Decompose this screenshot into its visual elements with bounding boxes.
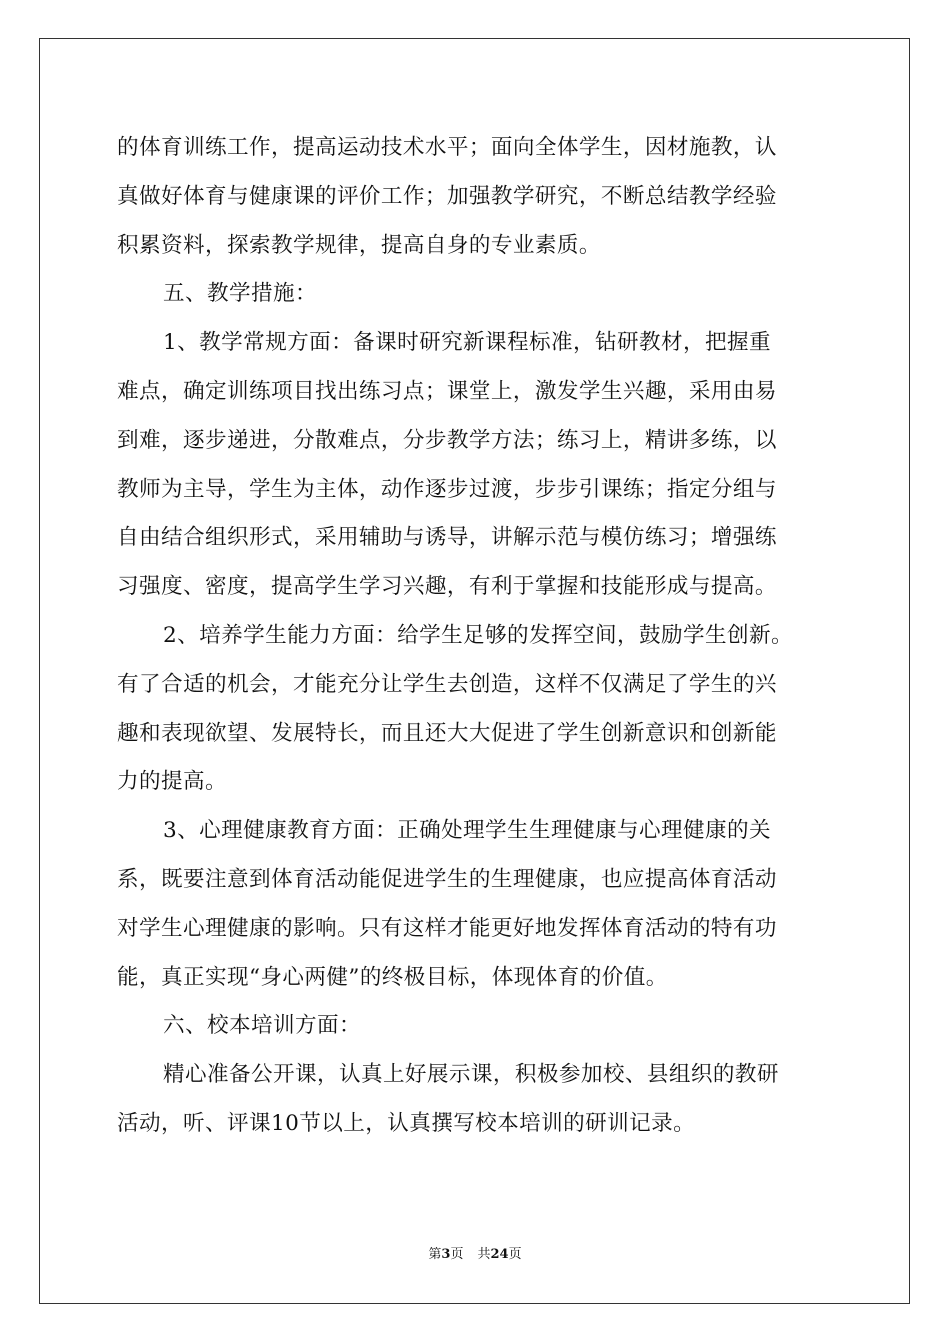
- text-line: 力的提高。: [117, 769, 227, 795]
- text-line: 有了合适的机会，才能充分让学生去创造，这样不仅满足了学生的兴: [117, 671, 777, 697]
- document-body: [117, 124, 837, 1149]
- footer-page-suffix: 页: [450, 1247, 464, 1262]
- text-line: 自由结合组织形式，采用辅助与诱导，讲解示范与模仿练习；增强练: [117, 525, 777, 551]
- text-line: 精心准备公开课，认真上好展示课，积极参加校、县组织的教研: [163, 1062, 779, 1088]
- text-line: 活动，听、评课10节以上，认真撰写校本培训的研训记录。: [117, 1110, 696, 1136]
- text-line: 到难，逐步递进，分散难点，分步教学方法；练习上，精讲多练，以: [117, 427, 777, 453]
- footer-page-number: 3: [441, 1247, 451, 1262]
- text-line: 教师为主导，学生为主体，动作逐步过渡，步步引课练；指定分组与: [117, 476, 777, 502]
- text-line: 2、培养学生能力方面：给学生足够的发挥空间，鼓励学生创新。: [163, 622, 793, 648]
- text-line: 六、校本培训方面：: [163, 1013, 361, 1039]
- footer-total-prefix: 共: [477, 1247, 491, 1262]
- footer-page-prefix: 第: [428, 1247, 442, 1262]
- text-line: 能，真正实现“身心两健”的终极目标，体现体育的价值。: [117, 964, 668, 990]
- text-line: 3、心理健康教育方面：正确处理学生生理健康与心理健康的关: [163, 818, 771, 844]
- text-line: 难点，确定训练项目找出练习点；课堂上，激发学生兴趣，采用由易: [117, 378, 777, 404]
- text-line: 趣和表现欲望、发展特长，而且还大大促进了学生创新意识和创新能: [117, 720, 777, 746]
- text-line: 习强度、密度，提高学生学习兴趣，有利于掌握和技能形成与提高。: [117, 574, 777, 600]
- text-line: 1、教学常规方面：备课时研究新课程标准，钻研教材，把握重: [163, 330, 771, 356]
- text-line: 积累资料，探索教学规律，提高自身的专业素质。: [117, 232, 601, 258]
- footer-total-pages: 24: [490, 1247, 509, 1262]
- text-line: 的体育训练工作，提高运动技术水平；面向全体学生，因材施教，认: [117, 135, 777, 160]
- text-line: 真做好体育与健康课的评价工作；加强教学研究，不断总结教学经验: [117, 183, 777, 209]
- text-line: 对学生心理健康的影响。只有这样才能更好地发挥体育活动的特有功: [117, 915, 777, 941]
- footer-total-suffix: 页: [508, 1247, 522, 1262]
- page-footer: [0, 1246, 950, 1264]
- text-line: 五、教学措施：: [163, 281, 317, 307]
- text-line: 系，既要注意到体育活动能促进学生的生理健康，也应提高体育活动: [117, 866, 777, 892]
